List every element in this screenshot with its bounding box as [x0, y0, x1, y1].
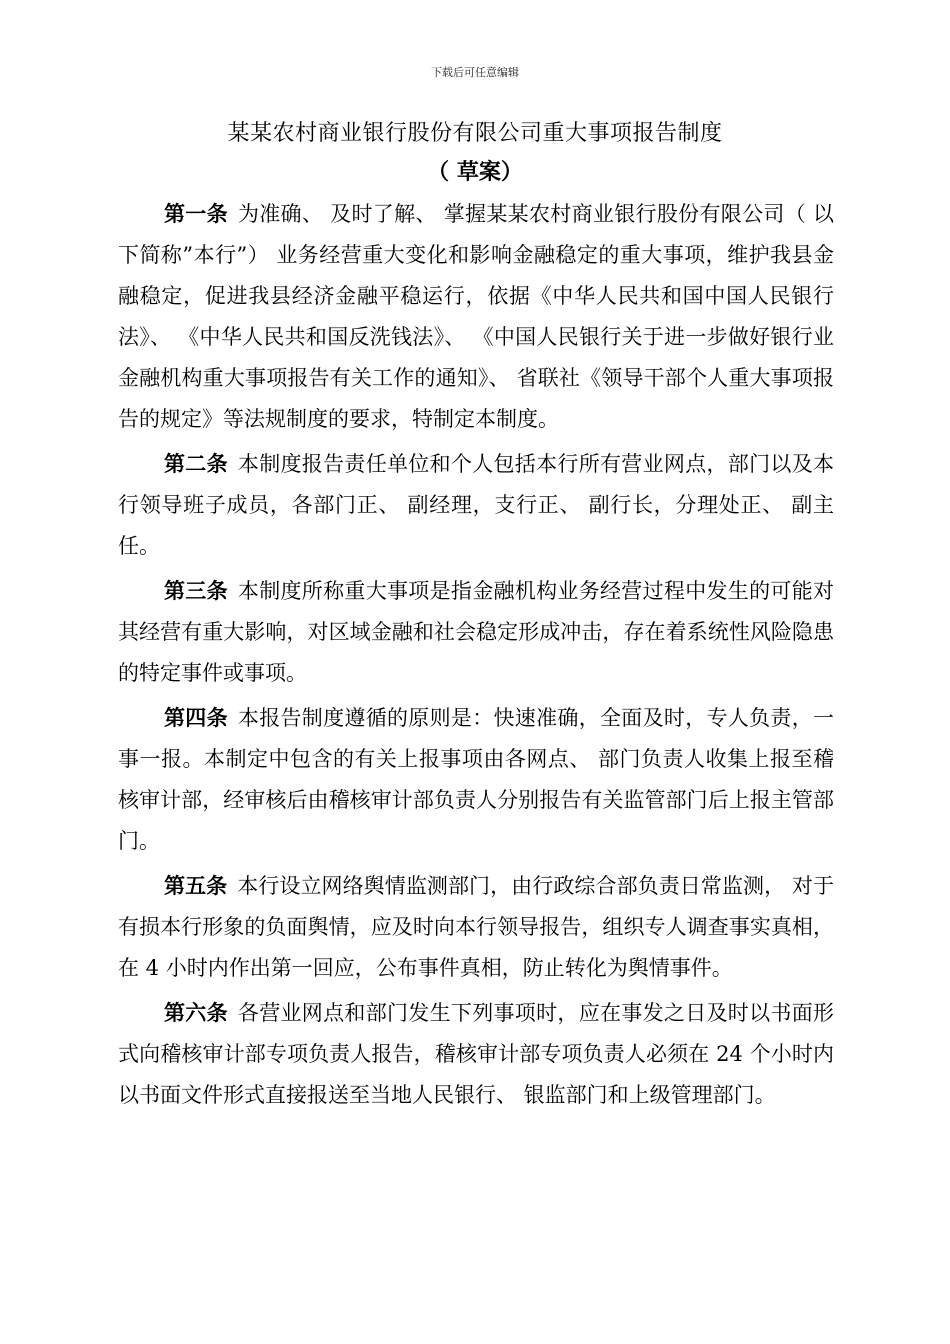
- article-text: 为准确、 及时了解、 掌握某某农村商业银行股份有限公司（ 以下简称”本行”） 业务经营重大变化和影响金融稳定的重大事项，维护我县金融稳定，促进我县经济金融平稳运行，依据《中华人民共和国中国人民银行法》、 《中华人民共和国反洗钱法》、 《中国人民银行关于进一步做好银行业金融机构重大事项报告有关工作的通知》、 省联社《领导干部个人重大事项报告的规定》等法规制度的要求，特制定本制度。: [118, 202, 834, 431]
- article-text: 本报告制度遵循的原则是：快速准确，全面及时，专人负责，一事一报。本制定中包含的有关上报事项由各网点、 部门负责人收集上报至稽核审计部，经审核后由稽核审计部负责人分别报告有关监管部门后上报主管部门。: [118, 706, 835, 853]
- article-4: [118, 698, 834, 862]
- article-heading: 第四条: [164, 706, 228, 730]
- header-note: 下载后可任意编辑: [431, 66, 519, 79]
- document-title: 某某农村商业银行股份有限公司重大事项报告制度: [227, 121, 723, 146]
- document-subtitle: （ 草案）: [427, 160, 523, 185]
- article-heading: 第二条: [164, 452, 228, 476]
- article-text: 各营业网点和部门发生下列事项时，应在事发之日及时以书面形式向稽核审计部专项负责人报告，稽核审计部专项负责人必须在 24 个小时内以书面文件形式直接报送至当地人民银行、 银监部门和上级管理部门。: [118, 1001, 835, 1107]
- article-6: [118, 993, 834, 1116]
- article-heading: 第三条: [164, 579, 228, 603]
- article-text: 本制度报告责任单位和个人包括本行所有营业网点，部门以及本行领导班子成员，各部门正、 副经理，支行正、 副行长，分理处正、 副主任。: [118, 452, 835, 558]
- article-heading: 第六条: [164, 1001, 228, 1025]
- article-2: [118, 444, 834, 567]
- article-heading: 第五条: [164, 874, 228, 898]
- article-3: [118, 571, 834, 694]
- article-1: [118, 194, 834, 440]
- article-5: [118, 866, 834, 989]
- article-heading: 第一条: [164, 202, 228, 226]
- document-body: [118, 194, 834, 1120]
- article-text: 本制度所称重大事项是指金融机构业务经营过程中发生的可能对其经营有重大影响，对区域金融和社会稳定形成冲击，存在着系统性风险隐患的特定事件或事项。: [118, 579, 835, 685]
- article-text: 本行设立网络舆情监测部门，由行政综合部负责日常监测， 对于有损本行形象的负面舆情，应及时向本行领导报告，组织专人调查事实真相，在 4 小时内作出第一回应，公布事件真相，防止转化为舆情事件。: [118, 874, 834, 980]
